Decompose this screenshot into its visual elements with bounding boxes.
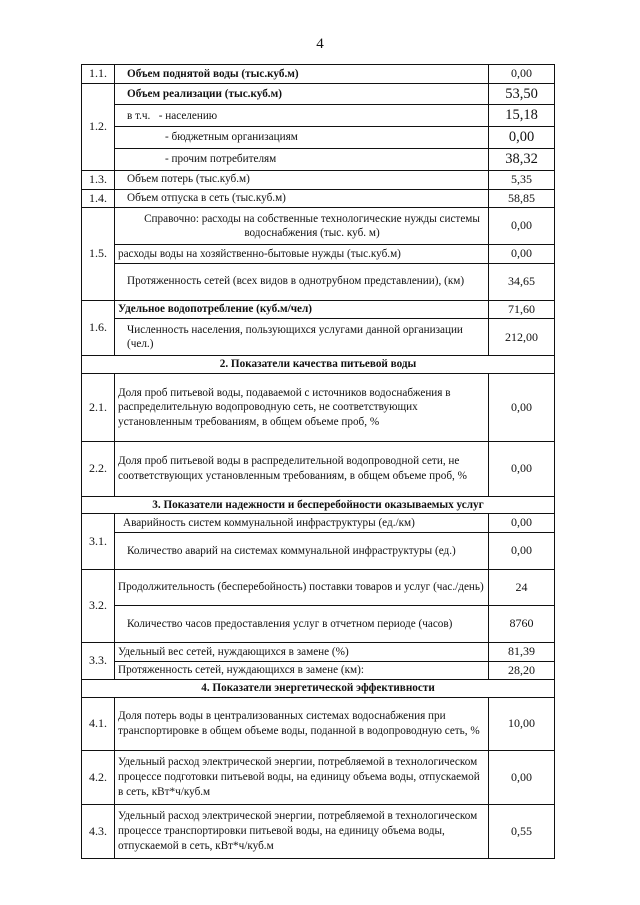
row-label: Доля проб питьевой воды в распределительной водопроводной сети, не соответствующих установленным требованиям, в общем объеме проб, % (115, 441, 489, 496)
row-value: 81,39 (489, 643, 555, 662)
table-row (82, 514, 555, 533)
row-number: 4.1. (82, 697, 115, 750)
table-row (82, 245, 555, 264)
table-row (82, 300, 555, 319)
row-value: 0,00 (489, 65, 555, 84)
row-number: 4.2. (82, 750, 115, 804)
row-label: Объем потерь (тыс.куб.м) (115, 170, 489, 189)
table-row (82, 643, 555, 662)
section-title: 4. Показатели энергетической эффективности (82, 680, 555, 698)
row-label: Протяженность сетей, нуждающихся в замене (км): (115, 661, 489, 680)
table-row (82, 83, 555, 105)
row-value: 58,85 (489, 189, 555, 208)
table-row (82, 149, 555, 171)
row-label: Объем отпуска в сеть (тыс.куб.м) (115, 189, 489, 208)
row-label: Количество часов предоставления услуг в отчетном периоде (часов) (115, 606, 489, 643)
row-number: 1.6. (82, 300, 115, 356)
table-row (82, 441, 555, 496)
row-label: в т.ч. - населению (115, 105, 489, 127)
indicators-table (81, 64, 555, 859)
table-row (82, 208, 555, 245)
row-label: Протяженность сетей (всех видов в однотрубном представлении), (км) (115, 263, 489, 300)
table-row (82, 697, 555, 750)
row-number: 3.2. (82, 570, 115, 643)
table-row (82, 319, 555, 356)
row-value: 38,32 (489, 149, 555, 171)
table-row (82, 804, 555, 858)
row-value: 5,35 (489, 170, 555, 189)
table-row (82, 127, 555, 149)
table-row (82, 533, 555, 570)
row-value: 0,00 (489, 127, 555, 149)
row-label: - прочим потребителям (115, 149, 489, 171)
row-value: 53,50 (489, 83, 555, 105)
row-value: 34,65 (489, 263, 555, 300)
row-value: 0,00 (489, 514, 555, 533)
table-row (82, 570, 555, 606)
table-row (82, 65, 555, 84)
row-value: 24 (489, 570, 555, 606)
row-number: 1.1. (82, 65, 115, 84)
row-value: 0,00 (489, 533, 555, 570)
row-label: Удельный расход электрической энергии, потребляемой в технологическом процессе подготовки питьевой воды, на единицу объема воды, отпускаемой в сеть, кВт*ч/куб.м (115, 750, 489, 804)
table-row (82, 170, 555, 189)
row-value: 71,60 (489, 300, 555, 319)
row-number: 3.1. (82, 514, 115, 570)
row-value: 0,00 (489, 245, 555, 264)
row-number: 1.4. (82, 189, 115, 208)
row-value: 15,18 (489, 105, 555, 127)
table-row (82, 263, 555, 300)
row-number: 1.3. (82, 170, 115, 189)
row-label: расходы воды на хозяйственно-бытовые нужды (тыс.куб.м) (115, 245, 489, 264)
table-row (82, 105, 555, 127)
row-value: 10,00 (489, 697, 555, 750)
row-value: 212,00 (489, 319, 555, 356)
row-label: Количество аварий на системах коммунальной инфраструктуры (ед.) (115, 533, 489, 570)
section-title: 2. Показатели качества питьевой воды (82, 356, 555, 374)
row-label: Численность населения, пользующихся услугами данной организации (чел.) (115, 319, 489, 356)
table-row (82, 661, 555, 680)
row-value: 0,00 (489, 750, 555, 804)
row-label: Доля проб питьевой воды, подаваемой с источников водоснабжения в распределительную водопроводную сеть, не соответствующих установленным требованиям, в общем объеме проб, % (115, 373, 489, 441)
row-label: Удельное водопотребление (куб.м/чел) (115, 300, 489, 319)
row-number: 4.3. (82, 804, 115, 858)
row-number: 3.3. (82, 643, 115, 680)
row-label: Удельный вес сетей, нуждающихся в замене (%) (115, 643, 489, 662)
row-value: 0,55 (489, 804, 555, 858)
row-value: 28,20 (489, 661, 555, 680)
section-header (82, 356, 555, 374)
row-label: Аварийность систем коммунальной инфраструктуры (ед./км) (115, 514, 489, 533)
row-label: Объем реализации (тыс.куб.м) (115, 83, 489, 105)
row-label: Удельный расход электрической энергии, потребляемой в технологическом процессе транспортировки питьевой воды, на единицу объема воды, отпускаемой в сеть, кВт*ч/куб.м (115, 804, 489, 858)
table-row (82, 750, 555, 804)
row-label: - бюджетным организациям (115, 127, 489, 149)
row-value: 0,00 (489, 373, 555, 441)
table-row (82, 373, 555, 441)
row-value: 0,00 (489, 441, 555, 496)
row-value: 8760 (489, 606, 555, 643)
row-number: 2.2. (82, 441, 115, 496)
section-header (82, 496, 555, 514)
row-value: 0,00 (489, 208, 555, 245)
row-number: 2.1. (82, 373, 115, 441)
page-number: 4 (316, 36, 324, 52)
row-label: Доля потерь воды в централизованных системах водоснабжения при транспортировке в общем объеме воды, поданной в водопроводную сеть, % (115, 697, 489, 750)
table-row (82, 606, 555, 643)
row-number: 1.2. (82, 83, 115, 170)
section-header (82, 680, 555, 698)
table-row (82, 189, 555, 208)
row-label: Продолжительность (бесперебойность) поставки товаров и услуг (час./день) (115, 570, 489, 606)
section-title: 3. Показатели надежности и бесперебойности оказываемых услуг (82, 496, 555, 514)
row-label: Объем поднятой воды (тыс.куб.м) (115, 65, 489, 84)
row-number: 1.5. (82, 208, 115, 301)
row-label: Справочно: расходы на собственные технологические нужды системы водоснабжения (тыс. куб. м) (115, 208, 489, 245)
